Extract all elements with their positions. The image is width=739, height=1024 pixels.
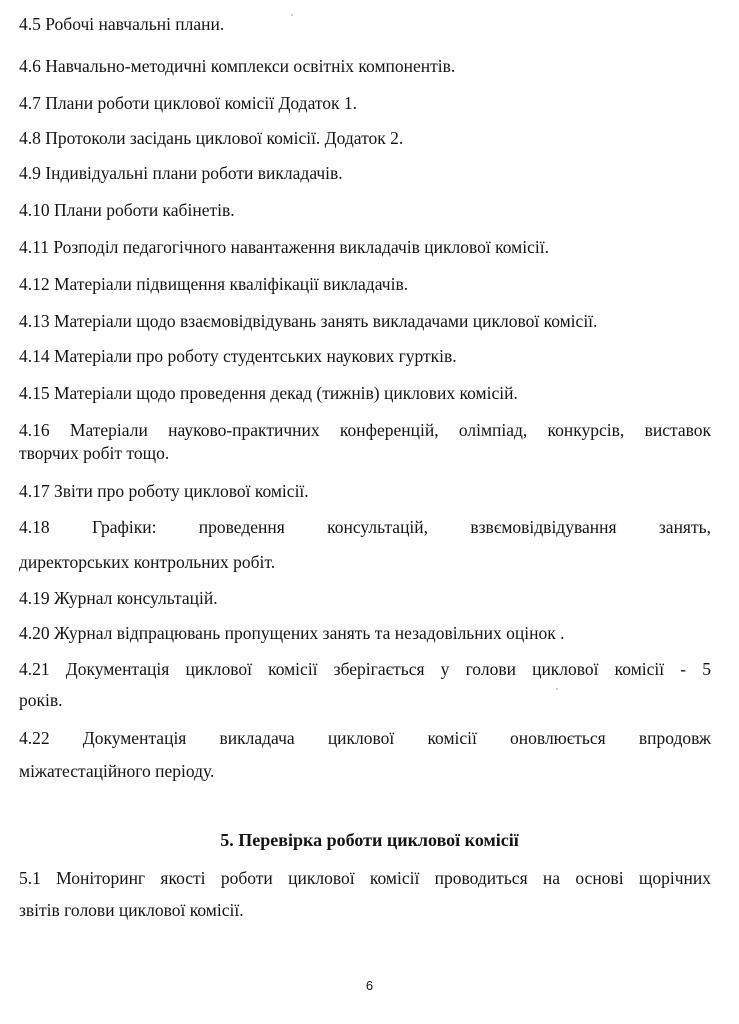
text-line: 4.10 Плани роботи кабінетів. <box>19 200 235 220</box>
text-line: 4.19 Журнал консультацій. <box>19 588 218 608</box>
text-line: 4.22 Документація викладача циклової комісії оновлюється впродовж <box>19 728 711 748</box>
text-line: 5.1 Моніторинг якості роботи циклової комісії проводиться на основі щорічних <box>19 868 711 888</box>
text-line: 4.14 Матеріали про роботу студентських наукових гуртків. <box>19 346 457 366</box>
text-line: 4.6 Навчально-методичні комплекси освітніх компонентів. <box>19 56 456 76</box>
text-line: міжатестаційного періоду. <box>19 761 215 781</box>
text-line: 4.7 Плани роботи циклової комісії Додаток 1. <box>19 93 358 113</box>
page-number: 6 <box>365 978 374 993</box>
text-line: 4.12 Матеріали підвищення кваліфікації викладачів. <box>19 274 409 294</box>
text-line: 4.21 Документація циклової комісії зберігається у голови циклової комісії - 5 <box>19 659 711 679</box>
text-line: 4.17 Звіти про роботу циклової комісії. <box>19 481 309 501</box>
scan-speck <box>291 14 293 16</box>
text-line: 4.8 Протоколи засідань циклової комісії. Додаток 2. <box>19 128 404 148</box>
section-heading: 5. Перевірка роботи циклової комісії <box>220 830 519 850</box>
text-line: звітів голови циклової комісії. <box>19 900 244 920</box>
text-line: 4.15 Матеріали щодо проведення декад (тижнів) циклових комісій. <box>19 383 518 403</box>
text-line: 4.13 Матеріали щодо взаємовідвідувань занять викладачами циклової комісії. <box>19 311 598 331</box>
text-line: 4.5 Робочі навчальні плани. <box>19 14 225 34</box>
text-line: років. <box>19 690 63 710</box>
text-line: 4.11 Розподіл педагогічного навантаження викладачів циклової комісії. <box>19 237 549 257</box>
text-line: 4.16 Матеріали науково-практичних конференцій, олімпіад, конкурсів, виставок <box>19 420 711 440</box>
scan-speck <box>556 688 558 690</box>
text-line: директорських контрольних робіт. <box>19 552 276 572</box>
text-line: 4.18 Графіки: проведення консультацій, взвємовідвідування занять, <box>19 517 711 537</box>
text-line: 4.20 Журнал відпрацювань пропущених занять та незадовільних оцінок . <box>19 623 565 643</box>
text-line: 4.9 Індивідуальні плани роботи викладачів. <box>19 163 343 183</box>
text-line: творчих робіт тощо. <box>19 443 170 463</box>
